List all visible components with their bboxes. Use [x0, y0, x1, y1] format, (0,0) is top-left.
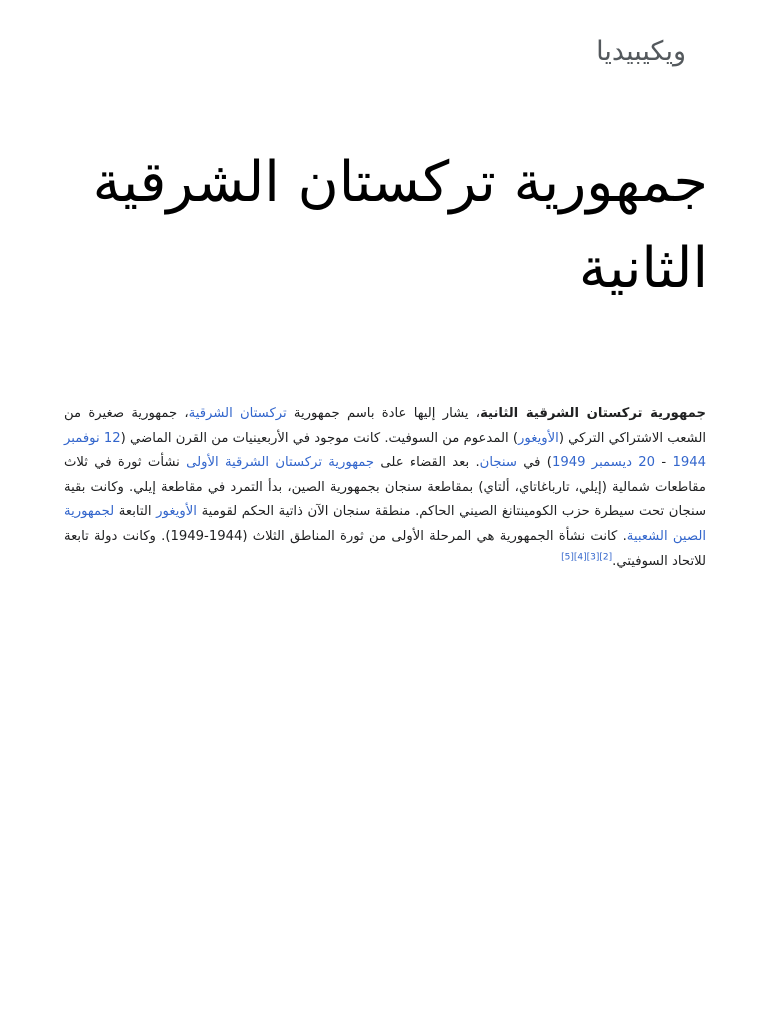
reference-link[interactable]: [5] [561, 552, 574, 563]
article-lead-paragraph [64, 402, 706, 574]
text-segment: . بعد القضاء على [374, 455, 480, 471]
article-subject-bold: جمهورية تركستان الشرقية الثانية [480, 406, 706, 421]
link-east-turkestan[interactable]: تركستان الشرقية [188, 406, 287, 421]
text-segment: ، يشار إليها عادة باسم جمهورية [286, 406, 481, 421]
text-segment: . كانت نشأة الجمهورية هي المرحلة الأولى من ثورة المناطق الثلاث (1944-1949). وكانت دولة تابعة للاتحاد السوفيتي. [64, 528, 706, 569]
text-segment: التابعة [114, 504, 157, 520]
link-date-start[interactable]: 12 نوفمبر 1944 [64, 430, 706, 471]
text-segment: ) في [516, 455, 552, 471]
link-xinjiang[interactable]: سنجان [479, 455, 517, 471]
text-segment: ) المدعوم من السوفيت. كانت موجود في الأربعينيات من القرن الماضي ( [120, 430, 519, 446]
text-segment: نشأت ثورة في ثلاث مقاطعات شمالية (إيلي، تارباغاتاي، ألتاي) بمقاطعة سنجان بجمهورية الصين، بدأ التمرد في مقاطعة إيلي. وكانت بقية سنجان تحت سيطرة حزب الكومينتانغ الصيني الحاكم. منطقة سنجان الآن ذاتية الحكم لقومية [64, 455, 707, 520]
link-first-east-turkestan-republic[interactable]: جمهورية تركستان الشرقية الأولى [186, 455, 375, 471]
reference-link[interactable]: [3] [586, 552, 600, 563]
wikipedia-wordmark[interactable]: ويكيبيديا [596, 36, 686, 67]
link-uyghurs-2[interactable]: الأويغور [156, 504, 197, 520]
link-date-end[interactable]: 20 ديسمبر 1949 [551, 455, 656, 471]
link-peoples-republic-of-china[interactable]: لجمهورية الصين الشعبية [64, 504, 706, 544]
link-uyghurs[interactable]: الأويغور [518, 430, 559, 446]
reference-link[interactable]: [2] [599, 552, 613, 563]
reference-link[interactable]: [4] [573, 552, 587, 563]
text-segment: ، جمهورية صغيرة من الشعب الاشتراكي التركي ( [64, 406, 706, 446]
page-title: جمهورية تركستان الشرقية الثانية [92, 150, 708, 301]
text-segment: - [655, 455, 673, 471]
